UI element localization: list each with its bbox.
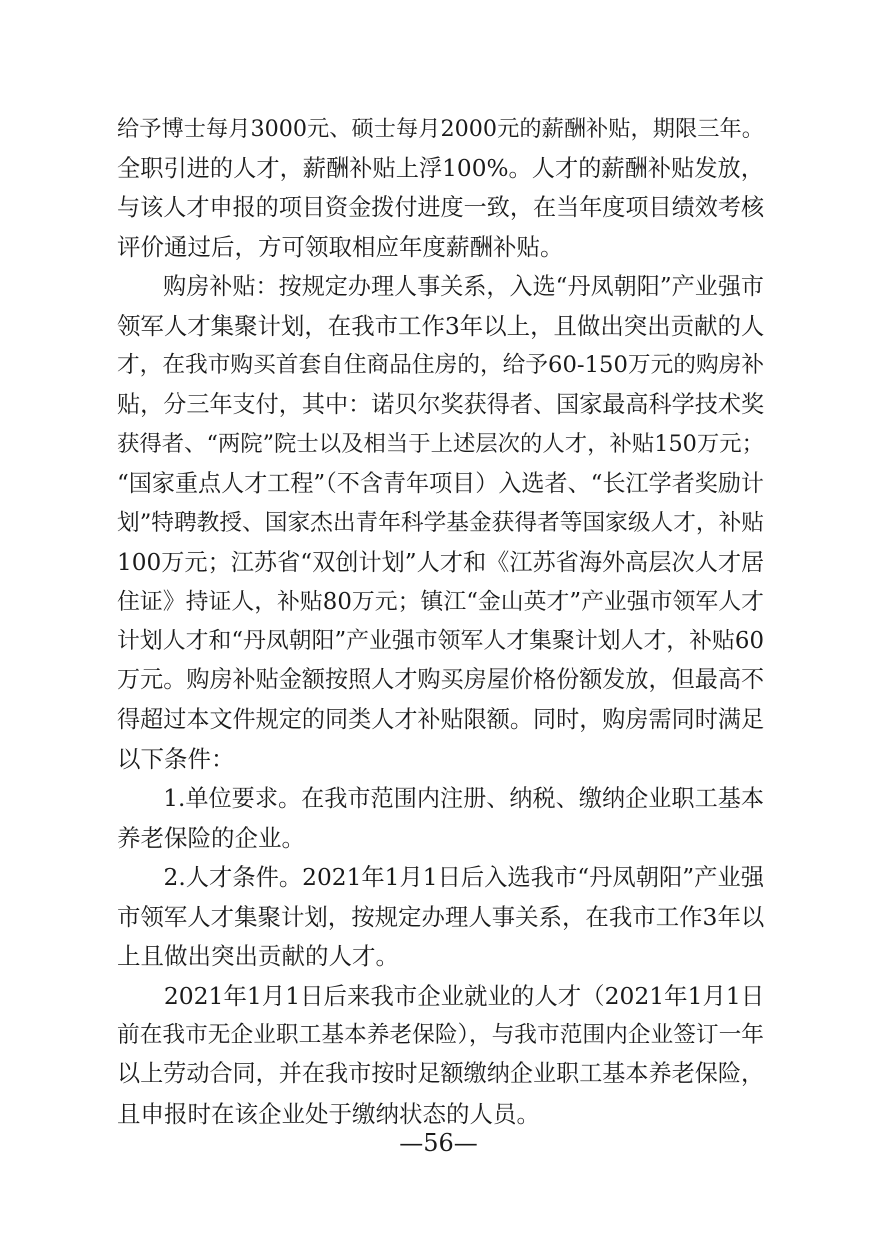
text-line: 全职引进的人才，薪酬补贴上浮100%。人才的薪酬补贴发放，: [117, 155, 764, 183]
text-line: 2.人才条件。2021年1月1日后入选我市“丹凤朝阳”产业强: [117, 864, 764, 892]
text-line: 前在我市无企业职工基本养老保险），与我市范围内企业签订一年: [117, 1021, 764, 1048]
text-line: 得超过本文件规定的同类人才补贴限额。同时，购房需同时满足: [117, 706, 765, 733]
text-line: 给予博士每月3000元、硕士每月2000元的薪酬补贴，期限三年。: [117, 116, 764, 142]
text-line: 与该人才申报的项目资金拨付进度一致，在当年度项目绩效考核: [117, 194, 765, 221]
text-line: 评价通过后，方可领取相应年度薪酬补贴。: [117, 233, 564, 262]
text-line: 2021年1月1日后来我市企业就业的人才（2021年1月1日: [117, 981, 765, 1010]
text-line: 划”特聘教授、国家杰出青年科学基金获得者等国家级人才，补贴: [117, 509, 764, 536]
text-line: 且申报时在该企业处于缴纳状态的人员。: [117, 1099, 540, 1128]
text-line: 计划人才和“丹凤朝阳”产业强市领军人才集聚计划人才，补贴60: [117, 628, 764, 655]
text-line: 贴，分三年支付，其中：诺贝尔奖获得者、国家最高科学技术奖: [117, 391, 765, 418]
text-line: 万元。购房补贴金额按照人才购买房屋价格份额发放，但最高不: [117, 667, 765, 694]
text-line: 才，在我市购买首套自住商品住房的，给予60-150万元的购房补: [117, 352, 765, 379]
text-line: 获得者、“两院”院士以及相当于上述层次的人才，补贴150万元；: [117, 431, 764, 458]
body-text: [117, 110, 764, 1134]
text-line: “国家重点人才工程”（不含青年项目）入选者、“长江学者奖励计: [117, 470, 764, 497]
text-line: 100万元；江苏省“双创计划”人才和《江苏省海外高层次人才居: [117, 549, 765, 577]
text-line: 住证》持证人，补贴80万元；镇江“金山英才”产业强市领军人才: [117, 588, 764, 615]
text-line: 市领军人才集聚计划，按规定办理人事关系，在我市工作3年以: [117, 902, 765, 931]
text-line: 领军人才集聚计划，在我市工作3年以上，且做出突出贡献的人: [117, 311, 765, 340]
text-line: 购房补贴：按规定办理人事关系，入选“丹凤朝阳”产业强市: [117, 273, 764, 300]
text-line: 以上劳动合同，并在我市按时足额缴纳企业职工基本养老保险，: [117, 1061, 765, 1088]
text-line: 1.单位要求。在我市范围内注册、纳税、缴纳企业职工基本: [117, 785, 764, 812]
text-line: 养老保险的企业。: [117, 824, 305, 853]
text-line: 以下条件：: [117, 745, 235, 774]
page-number: —56—: [399, 1129, 478, 1157]
text-line: 上且做出突出贡献的人才。: [117, 942, 399, 971]
